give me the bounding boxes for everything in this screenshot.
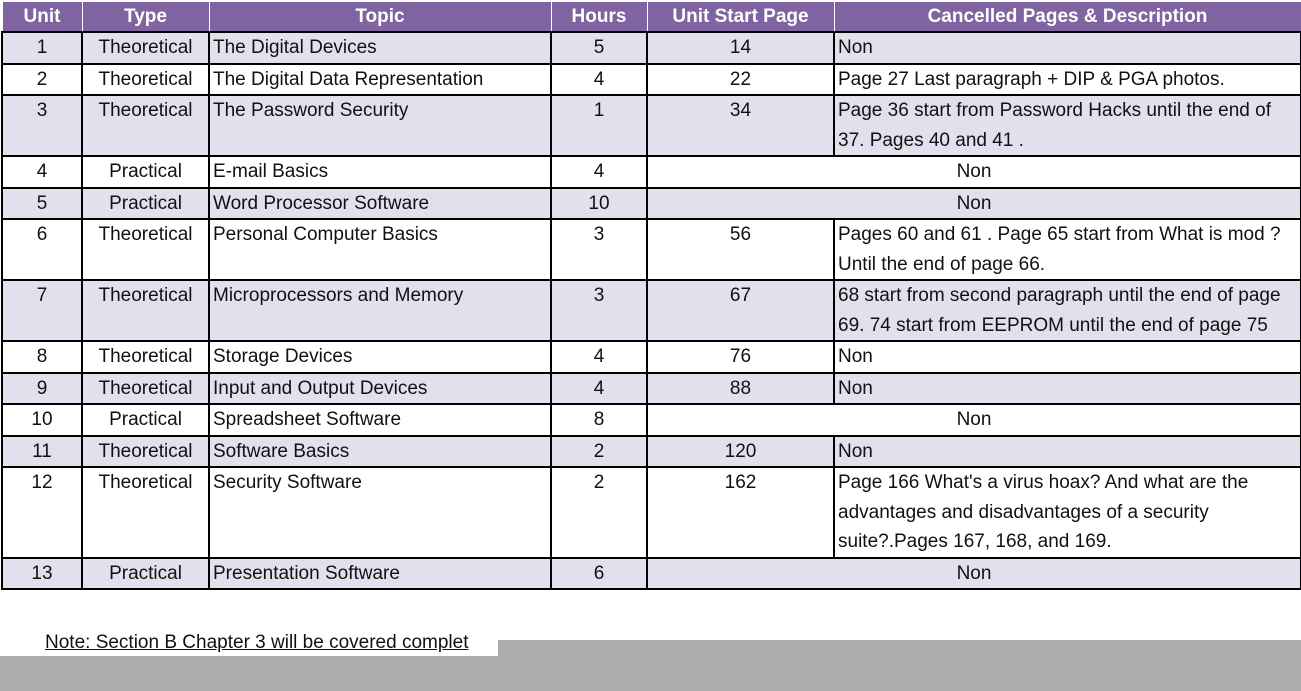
cell-unit: 6 — [2, 219, 82, 280]
table-row — [2, 373, 1301, 405]
header-type: Type — [82, 2, 209, 33]
cell-start-page: 120 — [647, 436, 834, 468]
cell-type: Theoretical — [82, 341, 209, 373]
cell-unit: 8 — [2, 341, 82, 373]
cell-cancelled: 68 start from second paragraph until the end of page 69. 74 start from EEPROM until the end of page 75 — [834, 280, 1301, 341]
cell-hours: 2 — [551, 467, 647, 558]
cell-start-page: 22 — [647, 64, 834, 96]
cell-hours: 2 — [551, 436, 647, 468]
cell-cancelled: Page 27 Last paragraph + DIP & PGA photos. — [834, 64, 1301, 96]
cell-hours: 4 — [551, 373, 647, 405]
cell-hours: 5 — [551, 32, 647, 64]
header-cancelled: Cancelled Pages & Description — [834, 2, 1301, 33]
cell-start-page: 162 — [647, 467, 834, 558]
table-row — [2, 32, 1301, 64]
cell-unit: 2 — [2, 64, 82, 96]
cell-cancelled: Non — [834, 341, 1301, 373]
table-row — [2, 404, 1301, 436]
cell-topic: Spreadsheet Software — [209, 404, 551, 436]
table-row — [2, 156, 1301, 188]
header-unit: Unit — [2, 2, 82, 33]
cell-cancelled: Non — [647, 156, 1301, 188]
cell-start-page: 34 — [647, 95, 834, 156]
cell-type: Theoretical — [82, 436, 209, 468]
cell-type: Practical — [82, 156, 209, 188]
cell-unit: 1 — [2, 32, 82, 64]
units-table — [1, 1, 1301, 590]
cell-start-page: 67 — [647, 280, 834, 341]
cell-type: Theoretical — [82, 32, 209, 64]
overlay-bar — [0, 656, 1301, 691]
cell-cancelled: Non — [834, 436, 1301, 468]
cell-type: Theoretical — [82, 373, 209, 405]
cell-unit: 5 — [2, 188, 82, 220]
cell-cancelled: Non — [834, 373, 1301, 405]
cell-cancelled: Page 36 start from Password Hacks until the end of 37. Pages 40 and 41 . — [834, 95, 1301, 156]
cell-topic: Storage Devices — [209, 341, 551, 373]
header-topic: Topic — [209, 2, 551, 33]
table-row — [2, 95, 1301, 156]
cell-hours: 1 — [551, 95, 647, 156]
cell-topic: The Digital Data Representation — [209, 64, 551, 96]
cell-hours: 3 — [551, 219, 647, 280]
cell-start-page: 88 — [647, 373, 834, 405]
cell-unit: 12 — [2, 467, 82, 558]
cell-type: Theoretical — [82, 95, 209, 156]
cell-hours: 8 — [551, 404, 647, 436]
cell-type: Practical — [82, 188, 209, 220]
table-header-row — [2, 2, 1301, 33]
cell-unit: 3 — [2, 95, 82, 156]
cell-start-page: 56 — [647, 219, 834, 280]
cell-cancelled: Non — [834, 32, 1301, 64]
table-row — [2, 280, 1301, 341]
cell-start-page: 76 — [647, 341, 834, 373]
cell-type: Theoretical — [82, 219, 209, 280]
cell-unit: 4 — [2, 156, 82, 188]
cell-topic: Microprocessors and Memory — [209, 280, 551, 341]
cell-topic: Personal Computer Basics — [209, 219, 551, 280]
table-row — [2, 467, 1301, 558]
cell-type: Theoretical — [82, 64, 209, 96]
cell-type: Practical — [82, 558, 209, 590]
cell-hours: 6 — [551, 558, 647, 590]
header-start-page: Unit Start Page — [647, 2, 834, 33]
cell-topic: The Digital Devices — [209, 32, 551, 64]
cell-cancelled: Pages 60 and 61 . Page 65 start from What is mod ? Until the end of page 66. — [834, 219, 1301, 280]
table-row — [2, 64, 1301, 96]
cell-unit: 13 — [2, 558, 82, 590]
header-hours: Hours — [551, 2, 647, 33]
cell-topic: Word Processor Software — [209, 188, 551, 220]
cell-cancelled: Page 166 What's a virus hoax? And what are the advantages and disadvantages of a security suite?.Pages 167, 168, and 169. — [834, 467, 1301, 558]
cell-cancelled: Non — [647, 404, 1301, 436]
table-row — [2, 188, 1301, 220]
cell-topic: E-mail Basics — [209, 156, 551, 188]
cell-unit: 9 — [2, 373, 82, 405]
cell-topic: Presentation Software — [209, 558, 551, 590]
table-row — [2, 558, 1301, 590]
cell-hours: 4 — [551, 156, 647, 188]
cell-type: Practical — [82, 404, 209, 436]
cell-topic: Software Basics — [209, 436, 551, 468]
table-row — [2, 436, 1301, 468]
overlay-cover — [498, 640, 1301, 656]
cell-cancelled: Non — [647, 558, 1301, 590]
cell-topic: Security Software — [209, 467, 551, 558]
cell-unit: 11 — [2, 436, 82, 468]
cell-hours: 3 — [551, 280, 647, 341]
cell-type: Theoretical — [82, 467, 209, 558]
note-text: Note: Section B Chapter 3 will be covered complet — [45, 632, 469, 653]
cell-unit: 10 — [2, 404, 82, 436]
cell-hours: 4 — [551, 64, 647, 96]
cell-hours: 4 — [551, 341, 647, 373]
cell-hours: 10 — [551, 188, 647, 220]
cell-topic: The Password Security — [209, 95, 551, 156]
cell-type: Theoretical — [82, 280, 209, 341]
table-row — [2, 341, 1301, 373]
table-row — [2, 219, 1301, 280]
cell-topic: Input and Output Devices — [209, 373, 551, 405]
cell-cancelled: Non — [647, 188, 1301, 220]
cell-start-page: 14 — [647, 32, 834, 64]
cell-unit: 7 — [2, 280, 82, 341]
